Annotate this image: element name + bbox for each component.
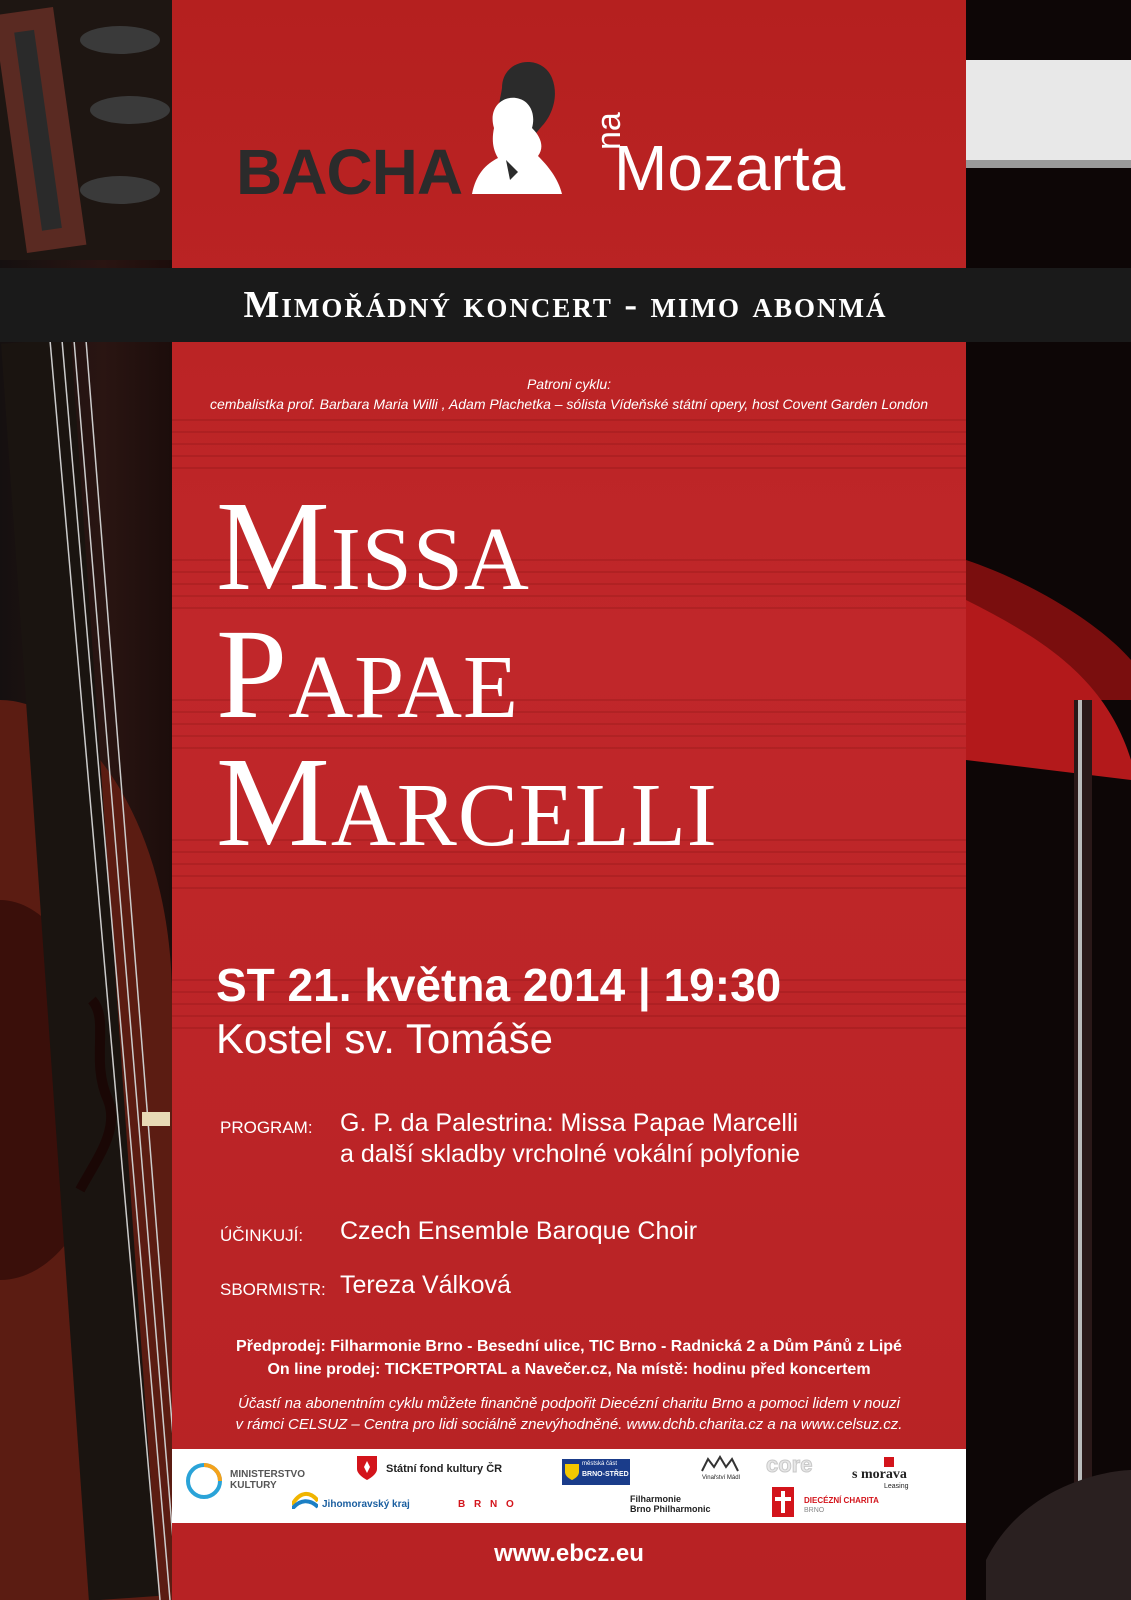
bacha-na-mozarta-logo [236,40,906,210]
concert-venue: Kostel sv. Tomáše [216,1015,553,1062]
vinarstvi-madl-icon [700,1455,740,1473]
performers-label: ÚČINKUJÍ: [220,1226,304,1245]
s-morava-leasing: Leasing [884,1483,909,1490]
presale-line: Předprodej: Filharmonie Brno - Besední ulice, TIC Brno - Radnická 2 a Dům Pánů z Lipé [236,1338,902,1355]
violin-image [0,0,172,1600]
ticket-sale-info [172,1335,966,1381]
charity-line-2: v rámci CELSUZ – Centra pro lidi sociálně znevýhodněné. www.dchb.charita.cz a na www.celsuz.cz. [235,1416,903,1433]
program-value [340,1108,800,1170]
state-fund-icon [356,1455,378,1481]
extra-concert-heading: Mimořádný koncert - mimo abonmá [243,284,888,326]
diocesan-charity-city: BRNO [804,1507,825,1514]
sponsor-logos-strip [172,1449,966,1523]
brno-stred-caption: městská část [582,1461,618,1467]
online-sale-line: On line prodej: TICKETPORTAL a Navečer.cz, Na místě: hodinu před koncertem [267,1361,871,1378]
s-morava-logo: s morava [852,1467,907,1482]
performers-value: Czech Ensemble Baroque Choir [340,1217,698,1245]
choirmaster-label: SBORMISTR: [220,1280,326,1299]
brno-philharmonic-label: Filharmonie Brno Philharmonic [630,1494,711,1514]
vinarstvi-madl-label: Vinařství Mádl [702,1475,740,1481]
mozart-silhouette-icon [472,48,562,198]
logo-na: na [590,112,628,150]
south-moravian-region-icon [292,1491,318,1509]
brno-city-logo: B R N O [458,1499,517,1510]
ministry-of-culture-icon [186,1463,222,1499]
program-label: PROGRAM: [220,1118,313,1137]
program-line-1: G. P. da Palestrina: Missa Papae Marcelli [340,1109,799,1137]
patrons-block [172,374,966,414]
diocesan-charity-label: DIECÉZNÍ CHARITA [804,1496,879,1505]
charity-info [172,1393,966,1435]
patrons-heading: Patroni cyklu: [526,376,612,392]
title-line-1: Missa [216,475,530,617]
state-fund-label: Státní fond kultury ČR [386,1463,503,1475]
brno-stred-shield-icon [564,1463,580,1481]
south-moravian-region-label: Jihomoravský kraj [322,1499,410,1510]
title-line-3: Marcelli [216,731,718,873]
program-line-2: a další skladby vrcholné vokální polyfonie [340,1140,800,1168]
charity-line-1: Účastí na abonentním cyklu můžete finančně podpořit Diecézní charitu Brno a pomoci lidem v nouzi [237,1395,900,1412]
left-photo-instrument [0,0,172,1600]
patrons-names: cembalistka prof. Barbara Maria Willi , Adam Plachetka – sólista Vídeňské státní opery, host Covent Garden London [209,396,929,412]
choirmaster-value: Tereza Válková [340,1271,511,1299]
title-line-2: Papae [216,603,519,745]
core-logo: core [766,1452,813,1477]
brno-stred-badge [562,1459,630,1485]
logo-bacha: BACHA [236,136,463,208]
wineglass-image [966,0,1131,1600]
website-url: www.ebcz.eu [494,1540,644,1567]
brno-stred-label: BRNO-STŘED [582,1471,629,1478]
right-photo-wineglass [966,0,1131,1600]
concert-date-time: ST 21. května 2014 | 19:30 [216,959,782,1011]
extra-concert-band [0,268,1131,342]
logo-mozarta: Mozarta [614,132,846,204]
ministry-of-culture-label: MINISTERSTVO KULTURY [230,1469,306,1491]
concert-title [216,475,718,873]
charita-cross-icon [772,1487,794,1517]
s-morava-icon [884,1457,894,1467]
